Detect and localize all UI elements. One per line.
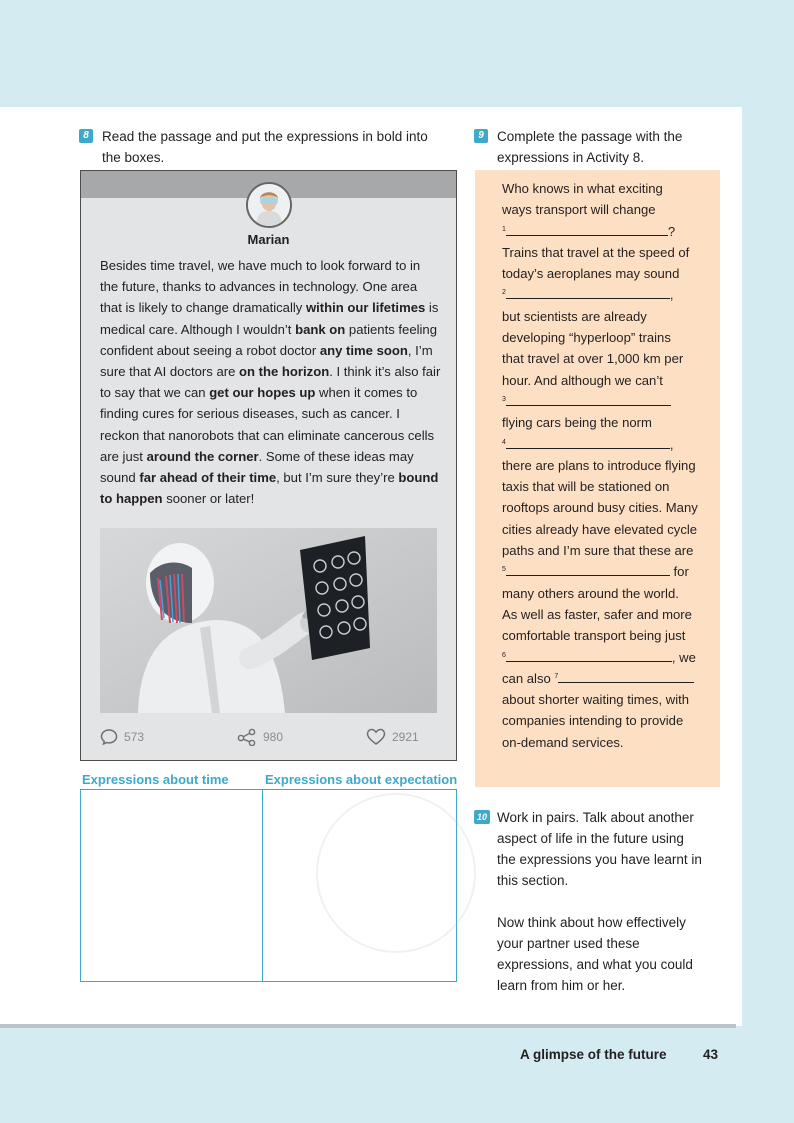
answer-blank-5[interactable] [506,562,670,576]
punctuation: , [669,436,674,452]
cloze-line: flying cars being the norm [502,415,652,431]
likes-stat[interactable] [366,728,419,746]
blank-number: 4 [502,438,506,446]
answer-blank-4[interactable] [506,435,670,449]
cloze-line: comfortable transport being just [502,628,686,644]
post-body-text [100,255,442,509]
instruction-line: the expressions you have learnt in [497,852,702,867]
cloze-line [502,434,712,455]
bold-expression: any time soon [319,342,408,358]
cloze-line: Who knows in what exciting [502,181,663,196]
blank-number: 6 [502,651,506,659]
activity-number-badge: 8 [79,129,93,143]
avatar [246,182,292,228]
likes-count: 2921 [392,730,419,744]
page-bottom-rule [0,1024,736,1028]
activity-number-badge: 10 [474,810,490,824]
passage-text: , I’m sure that AI doctors are [100,342,433,380]
passage-text: when it comes to finding cures for serious diseases, such as cancer. I reckon that nanorobots that can eliminate cancerous cells are just [100,385,435,464]
cloze-line: cities already have elevated cycle [502,521,698,537]
comments-stat[interactable] [100,728,144,746]
activity-10-instruction [474,807,734,996]
comments-count: 573 [124,730,145,744]
paragraph-gap [474,891,734,912]
cloze-line [502,668,712,689]
answer-blank-6[interactable] [506,648,672,662]
shares-stat[interactable] [237,728,283,746]
cloze-line: about shorter waiting times, with [502,692,690,708]
blank-number: 2 [502,289,506,297]
instruction-line-2: the boxes. [102,150,165,165]
instruction-line: this section. [497,873,569,888]
expectation-expressions-header: Expressions about expectation [265,772,458,787]
answer-blank-2[interactable] [506,285,670,299]
post-author-name: Marian [247,232,290,247]
blank-number: 5 [502,566,506,574]
cloze-line-tail: , we [671,649,696,665]
instruction-line: learn from him or her. [497,978,626,993]
cloze-line: taxis that will be stationed on [502,479,670,495]
social-post-card [80,170,457,761]
cloze-line: today’s aeroplanes may sound [502,266,680,282]
cloze-line: hour. And although we can’t [502,372,663,388]
blank-number: 7 [554,672,559,680]
blank-number: 3 [502,395,506,403]
cloze-line: on-demand services. [502,734,624,750]
cloze-passage-box [475,170,720,787]
cloze-line: rooftops around busy cities. Many [502,500,698,516]
instruction-line: Now think about how effectively [497,915,686,930]
cloze-line [502,221,712,242]
comment-icon [100,728,118,746]
time-expressions-header: Expressions about time [82,772,229,787]
robot-doctor-photo [100,528,437,713]
cloze-line [502,647,712,668]
passage-text: Besides time travel, we have much to look forward to in the future, thanks to advances in technology. One area that is likely to change dramatically [100,258,421,316]
instruction-line-1: Complete the passage with the [497,129,683,144]
expectation-expressions-cell[interactable] [265,791,455,980]
share-icon [237,728,257,746]
unit-title: A glimpse of the future [520,1047,667,1062]
cloze-line: that travel at over 1,000 km per [502,351,684,367]
cloze-line-head: can also [502,670,551,686]
cloze-line: many others around the world. [502,585,679,601]
passage-text: . Some of these ideas may sound [100,448,414,486]
activity-8-instruction [79,126,459,168]
cloze-line: there are plans to introduce flying [502,457,696,473]
cloze-line: As well as faster, safer and more [502,606,692,622]
bold-expression: bank on [295,321,346,337]
shares-count: 980 [263,730,284,744]
passage-text: is medical care. Although I wouldn’t [100,300,439,337]
cloze-line: companies intending to provide [502,713,684,729]
instruction-line: your partner used these [497,936,640,951]
activity-9-instruction [474,126,734,168]
instruction-line-2: expressions in Activity 8. [497,150,645,165]
cloze-line: ways transport will change [502,202,656,218]
passage-text: , but I’m sure they’re [276,470,399,486]
instruction-line-1: Read the passage and put the expressions in bold into [102,129,428,144]
cloze-line: developing “hyperloop” trains [502,330,671,346]
cloze-line-tail: for [673,564,689,580]
bold-expression: on the horizon [239,364,330,380]
expressions-table-divider [262,789,263,982]
passage-text: sooner or later! [162,491,255,507]
answer-blank-7[interactable] [558,669,694,683]
passage-text: . I think it’s also fair to say that we can [100,364,441,401]
post-stats-bar [81,728,456,750]
cloze-line: paths and I’m sure that these are [502,543,694,559]
cloze-passage-text [502,178,712,753]
bold-expression: bound to happen [100,470,439,507]
bold-expression: get our hopes up [209,385,316,401]
page-number: 43 [703,1047,719,1062]
heart-icon [366,728,386,746]
punctuation: ? [667,223,676,239]
bold-expression: within our lifetimes [305,300,426,316]
cloze-line: but scientists are already [502,308,647,324]
instruction-line: Work in pairs. Talk about another [497,810,694,825]
time-expressions-cell[interactable] [82,791,261,980]
cloze-line: Trains that travel at the speed of [502,244,690,260]
cloze-line [502,284,712,305]
answer-blank-3[interactable] [506,392,671,406]
instruction-line: expressions, and what you could [497,957,693,972]
bold-expression: around the corner [146,448,259,464]
answer-blank-1[interactable] [506,222,668,236]
activity-number-badge: 9 [474,129,488,143]
blank-number: 1 [502,225,506,233]
punctuation: , [669,287,674,303]
cloze-line [502,561,712,582]
instruction-line: aspect of life in the future using [497,831,684,846]
passage-text: patients feeling confident about seeing a robot doctor [100,321,438,358]
cloze-line [502,391,712,412]
bold-expression: far ahead of their time [139,470,277,486]
